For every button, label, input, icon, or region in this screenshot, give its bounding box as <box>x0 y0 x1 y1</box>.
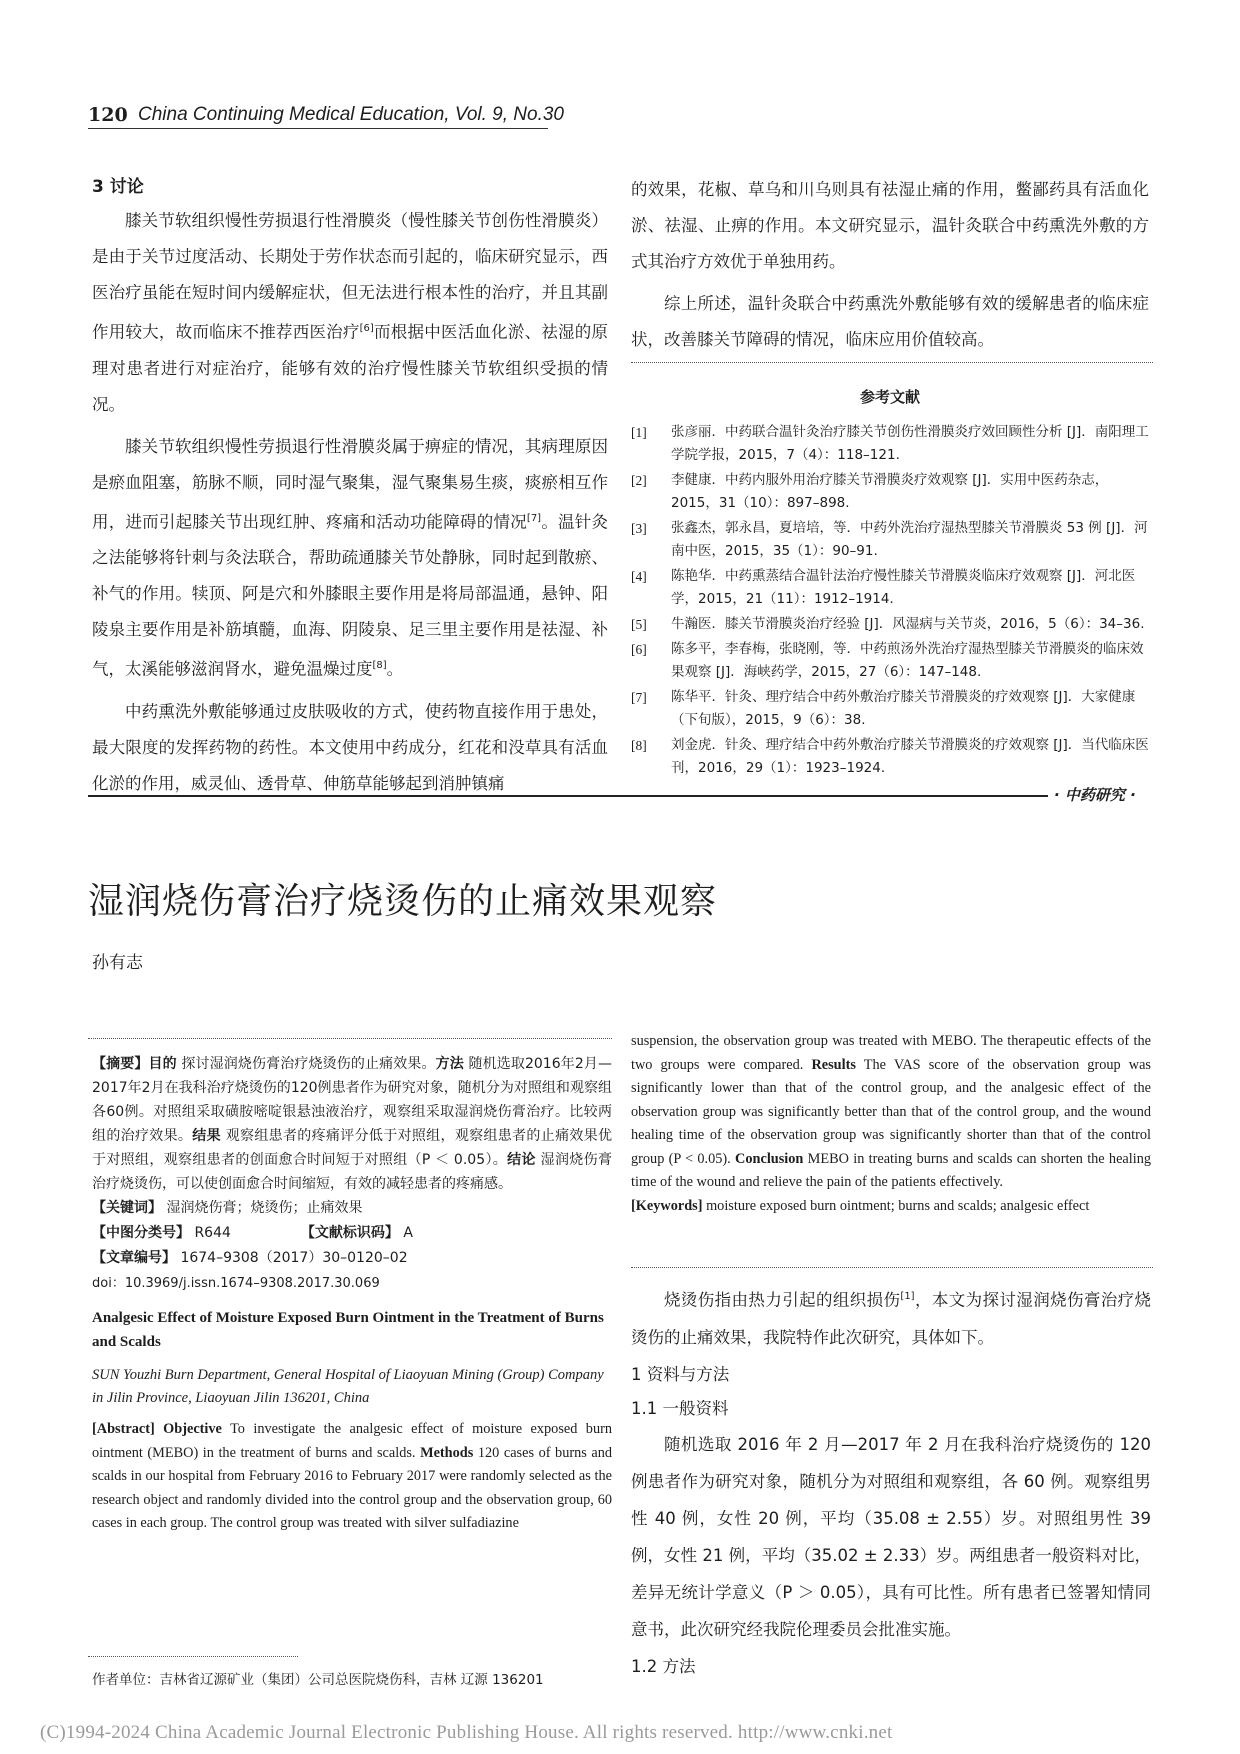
discussion-paragraph: 的效果，花椒、草乌和川乌则具有祛湿止痛的作用，鳖鄙药具有活血化淤、祛湿、止痹的作用。本文研究显示，温针灸联合中药熏洗外敷的方式其治疗方效优于单独用药。 <box>631 180 1149 271</box>
reference-text: 陈艳华．中药熏蒸结合温针法治疗慢性膝关节滑膜炎临床疗效观察 [J]．河北医学，2015，21（11）：1912–1914. <box>671 568 1136 607</box>
abstract-divider <box>88 1038 612 1039</box>
reference-number: [4] <box>631 569 647 584</box>
intro-paragraph: 烧烫伤指由热力引起的组织损伤[1]，本文为探讨湿润烧伤膏治疗烧烫伤的止痛效果，我院特作此次研究，具体如下。 <box>631 1290 1152 1347</box>
reference-number: [5] <box>631 617 647 632</box>
subsection-heading: 1.1 一般资料 <box>631 1398 729 1418</box>
reference-item <box>631 517 1149 563</box>
article-number: 【文章编号】 1674–9308（2017）30–0120–02 <box>92 1250 408 1266</box>
reference-number: [3] <box>631 521 647 536</box>
reference-text: 牛瀚医．膝关节滑膜炎治疗经验 [J]．风湿病与关节炎，2016，5（6）：34–36. <box>671 616 1145 632</box>
copyright-notice: (C)1994-2024 China Academic Journal Electronic Publishing House. All rights reserved. http://www.cnki.net <box>40 1722 893 1743</box>
doi: doi：10.3969/j.issn.1674–9308.2017.30.069 <box>92 1276 380 1291</box>
body-text <box>631 1278 1151 1684</box>
discussion-paragraph: 膝关节软组织慢性劳损退行性滑膜炎属于痹症的情况，其病理原因是瘀血阻塞，筋脉不顺，同时湿气聚集，湿气聚集易生痰，痰瘀相互作用，进而引起膝关节出现红肿、疼痛和活动功能障碍的情况[7]。温针灸之法能够将针刺与灸法联合，帮助疏通膝关节处静脉，同时起到散瘀、补气的作用。犊顶、阿是穴和外膝眼主要作用是将局部温通，悬钟、阳陵泉主要作用是补筋填髓，血海、阴陵泉、足三里主要作用是祛湿、补气，太溪能够滋润肾水，避免温燥过度[8]。 <box>92 436 609 679</box>
abstract-end-divider <box>631 1267 1153 1268</box>
subsection-heading: 1.2 方法 <box>631 1656 696 1676</box>
en-abstract-text: [Abstract] Objective To investigate the analgesic effect of moisture exposed burn ointment (MEBO) in the treatment of burns and scalds. Methods 120 cases of burns and scalds in our hospital from February 2016 to February 2017 were randomly selected as the research object and randomly divided into the control group and the observation group, 60 cases in each group. The control group was treated with silver sulfadiazine <box>92 1421 613 1531</box>
reference-text: 张鑫杰，郭永昌，夏培培，等．中药外洗治疗湿热型膝关节滑膜炎 53 例 [J]．河南中医，2015，35（1）：90–91. <box>671 520 1148 559</box>
reference-number: [7] <box>631 690 647 705</box>
discussion-paragraph: 综上所述，温针灸联合中药熏洗外敷能够有效的缓解患者的临床症状，改善膝关节障碍的情况，临床应用价值较高。 <box>631 294 1149 349</box>
reference-number: [2] <box>631 473 647 488</box>
page-number: 120 <box>88 104 128 126</box>
section-heading: 1 资料与方法 <box>631 1364 730 1384</box>
reference-item <box>631 565 1149 611</box>
english-title: Analgesic Effect of Moisture Exposed Burn Ointment in the Treatment of Burns and Scalds <box>92 1310 604 1350</box>
discussion-paragraph: 中药熏洗外敷能够通过皮肤吸收的方式，使药物直接作用于患处，最大限度的发挥药物的药性。本文使用中药成分，红花和没草具有活血化淤的作用，威灵仙、透骨草、伸筋草能够起到消肿镇痛 <box>92 701 608 793</box>
references-title: 参考文献 <box>859 388 920 406</box>
discussion-left-column <box>92 172 608 802</box>
reference-text: 张彦丽．中药联合温针灸治疗膝关节创伤性滑膜炎疗效回顾性分析 [J]．南阳理工学院学报，2015，7（4）：118–121. <box>671 424 1149 463</box>
journal-title: China Continuing Medical Education, Vol. 9, No.30 <box>138 104 564 125</box>
author-address: SUN Youzhi Burn Department, General Hospital of Liaoyuan Mining (Group) Company in Jilin Province, Liaoyuan Jilin 136201, China <box>92 1367 604 1406</box>
cn-abstract <box>92 1052 612 1536</box>
references <box>631 386 1149 782</box>
classification-line: 【中图分类号】 R644 【文献标识码】 A <box>92 1225 413 1241</box>
reference-text: 陈华平．针灸、理疗结合中药外敷治疗膝关节滑膜炎的疗效观察 [J]．大家健康（下旬版），2015，9（6）：38. <box>671 689 1136 728</box>
discussion-heading: 3 讨论 <box>92 177 144 197</box>
en-abstract-continued <box>631 1030 1151 1218</box>
section-rule <box>88 795 1048 797</box>
reference-item <box>631 638 1149 684</box>
reference-item <box>631 469 1149 515</box>
reference-item <box>631 613 1149 636</box>
discussion-paragraph: 膝关节软组织慢性劳损退行性滑膜炎（慢性膝关节创伤性滑膜炎）是由于关节过度活动、长期处于劳作状态而引起的，临床研究显示，西医治疗虽能在短时间内缓解症状，但无法进行根本性的治疗，并且其副作用较大，故而临床不推荐西医治疗[6]而根据中医活血化淤、祛湿的原理对患者进行对症治疗，能够有效的治疗慢性膝关节软组织受损的情况。 <box>92 211 609 414</box>
cn-keywords: 【关键词】 湿润烧伤膏；烧烫伤；止痛效果 <box>92 1200 363 1216</box>
reference-number: [6] <box>631 642 647 657</box>
general-info-paragraph: 随机选取 2016 年 2 月—2017 年 2 月在我科治疗烧烫伤的 120 例患者作为研究对象，随机分为对照组和观察组，各 60 例。观察组男性 40 例，女性 20 例，平均（35.08 ± 2.55）岁。对照组男性 39 例，女性 21 例，平均（35.02 ± 2.33）岁。两组患者一般资料对比，差异无统计学意义（P ＞ 0.05），具有可比性。所有患者已签署知情同意书，此次研究经我院伦理委员会批准实施。 <box>631 1434 1151 1639</box>
header-rule <box>88 128 548 129</box>
author: 孙有志 <box>92 953 143 973</box>
reference-item <box>631 421 1149 467</box>
reference-text: 李健康．中药内服外用治疗膝关节滑膜炎疗效观察 [J]．实用中医药杂志，2015，31（10）：897–898. <box>671 472 1109 511</box>
cn-abstract-text: 【摘要】目的 探讨湿润烧伤膏治疗烧烫伤的止痛效果。方法 随机选取2016年2月—2017年2月在我科治疗烧烫伤的120例患者作为研究对象，随机分为对照组和观察组各60例。对照组采取磺胺嘧啶银悬浊液治疗，观察组采取湿润烧伤膏治疗。比较两组的治疗效果。结果 观察组患者的疼痛评分低于对照组，观察组患者的止痛效果优于对照组，观察组患者的创面愈合时间短于对照组（P ＜ 0.05）。结论 湿润烧伤膏治疗烧烫伤，可以使创面愈合时间缩短，有效的减轻患者的疼痛感。 <box>92 1056 613 1192</box>
reference-list <box>631 421 1149 780</box>
reference-item <box>631 686 1149 732</box>
reference-number: [1] <box>631 425 647 440</box>
section-tag: · 中药研究 · <box>1054 786 1136 804</box>
article-title: 湿润烧伤膏治疗烧烫伤的止痛效果观察 <box>88 881 718 922</box>
references-divider <box>631 362 1153 363</box>
author-affiliation-footnote: 作者单位：吉林省辽源矿业（集团）公司总医院烧伤科，吉林 辽源 136201 <box>92 1672 544 1688</box>
footnote-divider <box>88 1656 298 1657</box>
discussion-right-column <box>631 172 1149 358</box>
en-abstract-text: suspension, the observation group was treated with MEBO. The therapeutic effects of the two groups were compared. Results The VAS score of the observation group was significantly lower than that of the control group, and the analgesic effect of the observation group was significantly better than that of the control group, and the wound healing time of the observation group was significantly shorter than that of the control group (P < 0.05). Conclusion MEBO in treating burns and scalds can shorten the healing time of the wound and relieve the pain of the patients effectively. <box>631 1033 1152 1190</box>
reference-text: 陈多平，李春梅，张晓刚，等．中药煎汤外洗治疗湿热型膝关节滑膜炎的临床效果观察 [J]．海峡药学，2015，27（6）：147–148. <box>671 641 1144 680</box>
reference-number: [8] <box>631 738 647 753</box>
reference-text: 刘金虎．针灸、理疗结合中药外敷治疗膝关节滑膜炎的疗效观察 [J]．当代临床医刊，2016，29（1）：1923–1924. <box>671 737 1149 776</box>
reference-item <box>631 734 1149 780</box>
en-keywords: [Keywords] moisture exposed burn ointment; burns and scalds; analgesic effect <box>631 1197 1090 1214</box>
